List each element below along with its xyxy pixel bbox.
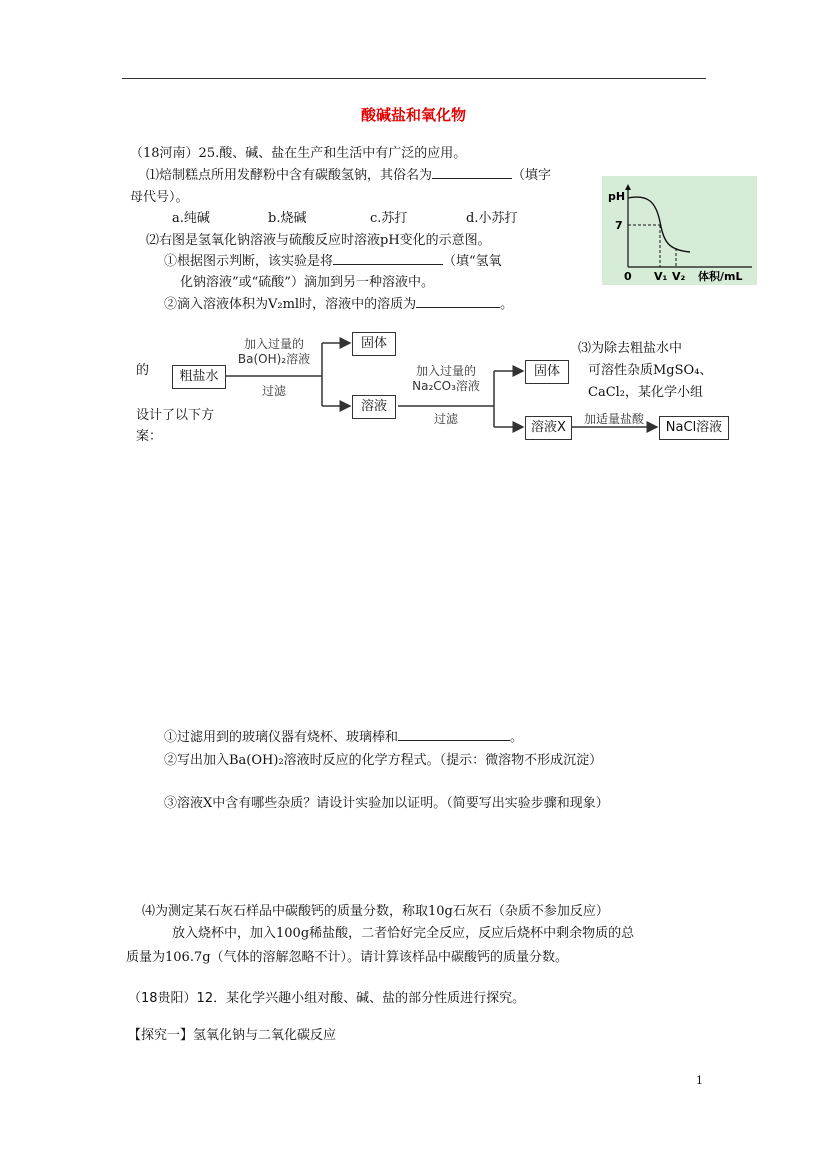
q1-intro: （18河南）25.酸、碱、盐在生产和生活中有广泛的应用。 [130, 146, 467, 161]
q3-2: ②写出加入Ba(OH)₂溶液时反应的化学方程式。（提示：微溶物不形成沉淀） [164, 753, 603, 768]
flow-step2-top: 加入过量的 [415, 364, 476, 378]
q1-part1-text: ⑴焙制糕点所用发酵粉中含有碳酸氢钠，其俗名为 [146, 168, 433, 183]
y-tick-7: 7 [615, 219, 623, 232]
x-tick-v1: V₁ [654, 270, 668, 283]
q1-part2-1-cont: 化钠溶液”或“硫酸”）滴加到另一种溶液中。 [180, 275, 434, 290]
option-a: a.纯碱 [172, 211, 210, 226]
q3-left-1: 的 [136, 363, 150, 378]
origin-label: 0 [624, 270, 632, 283]
box-crude-brine: 粗盐水 [172, 365, 226, 389]
q3-1-text: ①过滤用到的玻璃仪器有烧杯、玻璃棒和 [164, 730, 399, 745]
q4-line-2: 放入烧杯中，加入100g稀盐酸，二者恰好完全反应，反应后烧杯中剩余物质的总 [172, 926, 635, 941]
q3-left-3: 案： [136, 429, 163, 444]
option-d: d.小苏打 [466, 211, 518, 226]
flow-step3: 加适量盐酸 [583, 412, 644, 426]
flow-step2-filter: 过滤 [433, 412, 458, 426]
page-number: 1 [696, 1074, 703, 1087]
q3-1-line [164, 726, 523, 745]
q4-line-3: 质量为106.7g（气体的溶解忽略不计）。请计算该样品中碳酸钙的质量分数。 [126, 950, 569, 965]
q1-part1-cont: 母代号）。 [130, 190, 189, 205]
option-c: c.苏打 [370, 211, 408, 226]
q2-explore-1: 【探究一】氢氧化钠与二氧化碳反应 [128, 1028, 337, 1043]
box-solid-1: 固体 [352, 332, 396, 356]
q3-right-3: CaCl₂，某化学小组 [588, 385, 704, 400]
q2-intro: （18贵阳）12．某化学兴趣小组对酸、碱、盐的部分性质进行探究。 [128, 991, 526, 1006]
y-axis-label: pH [608, 190, 626, 203]
flow-step1-filter: 过滤 [261, 384, 286, 398]
q3-left-2: 设计了以下方 [136, 408, 215, 423]
flow-arrows [0, 0, 827, 470]
q1-part2-1-text: ①根据图示判断，该实验是将 [164, 254, 334, 269]
page-title: 酸碱盐和氧化物 [360, 106, 466, 124]
q4-line-1: ⑷为测定某石灰石样品中碳酸钙的质量分数，称取10g石灰石（杂质不参加反应） [142, 904, 609, 919]
q1-part1-hint: （填字 [512, 168, 552, 183]
period: 。 [500, 297, 514, 312]
box-nacl-solution: NaCl溶液 [659, 416, 729, 440]
option-b: b.烧碱 [268, 211, 307, 226]
q1-part2-2-text: ②滴入溶液体积为V₂ml时，溶液中的溶质为 [164, 297, 417, 312]
answer-blank[interactable] [398, 728, 510, 741]
flow-step1-top: 加入过量的 [243, 337, 304, 351]
q1-part2-1-hint: （填“氢氧 [443, 254, 502, 269]
period: 。 [510, 730, 524, 745]
q3-right-2: 可溶性杂质MgSO₄、 [588, 363, 713, 378]
q3-right-1: ⑶为除去粗盐水中 [578, 341, 683, 356]
flow-step1-reagent: Ba(OH)₂溶液 [237, 352, 311, 366]
flow-step2-reagent: Na₂CO₃溶液 [412, 379, 480, 393]
x-axis-label: 体积/mL [698, 270, 743, 283]
x-tick-v2: V₂ [672, 270, 686, 283]
box-solution-x: 溶液X [525, 416, 572, 440]
q3-3: ③溶液X中含有哪些杂质？请设计实验加以证明。（简要写出实验步骤和现象） [164, 796, 609, 811]
box-solid-2: 固体 [525, 360, 569, 384]
box-solution-1: 溶液 [352, 395, 396, 419]
q1-part2: ⑵右图是氢氧化钠溶液与硫酸反应时溶液pH变化的示意图。 [146, 233, 491, 248]
